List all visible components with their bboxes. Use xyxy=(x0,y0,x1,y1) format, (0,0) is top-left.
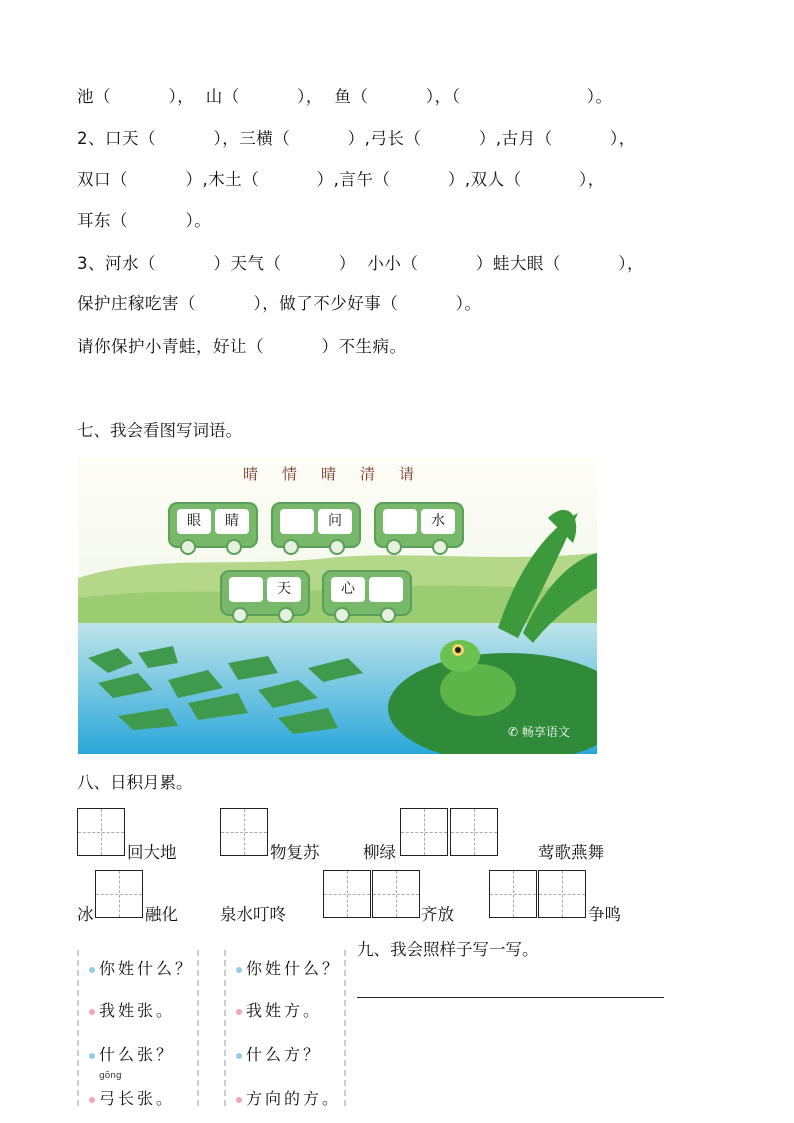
phrase-text: 莺歌燕舞 xyxy=(538,843,604,862)
cart-slot: 天 xyxy=(267,577,301,602)
word-cart-4 xyxy=(220,570,310,616)
wheel-icon xyxy=(232,607,248,623)
card-text: 什么张？ xyxy=(99,1045,176,1064)
phrase-text: 齐放 xyxy=(421,905,454,924)
card-line xyxy=(236,956,341,979)
card-text: 你姓什么？ xyxy=(246,959,342,978)
card-text: 我姓方。 xyxy=(246,1001,323,1020)
cart-slot: 眼 xyxy=(177,509,211,534)
bullet-dot-icon xyxy=(89,1097,95,1103)
cart-slot-blank[interactable] xyxy=(280,509,314,534)
word-cart-1 xyxy=(168,502,258,548)
tianzige-box[interactable] xyxy=(450,808,498,856)
card-text: 什么方？ xyxy=(246,1045,323,1064)
phrase-text: 融化 xyxy=(145,905,178,924)
char-choice-row xyxy=(232,463,427,484)
wheel-icon xyxy=(226,539,242,555)
card-text: 方向的方。 xyxy=(246,1089,342,1108)
bullet-dot-icon xyxy=(236,1053,242,1059)
phrase-text: 冰 xyxy=(77,905,94,924)
cart-slot: 睛 xyxy=(215,509,249,534)
card-text: 你姓什么？ xyxy=(99,959,195,978)
tianzige-box[interactable] xyxy=(323,870,371,918)
fill-line-4: 耳东（ ）。 xyxy=(77,211,212,230)
card-line xyxy=(89,956,194,979)
tianzige-box[interactable] xyxy=(400,808,448,856)
tianzige-box[interactable] xyxy=(77,808,125,856)
cart-slot-blank[interactable] xyxy=(229,577,263,602)
wheel-icon xyxy=(334,607,350,623)
bullet-dot-icon xyxy=(236,1009,242,1015)
card-text: 弓长张。 xyxy=(99,1089,176,1108)
bullet-dot-icon xyxy=(89,967,95,973)
tianzige-box[interactable] xyxy=(95,870,143,918)
fill-line-6: 保护庄稼吃害（ ），做了不少好事（ ）。 xyxy=(77,294,482,313)
card-line xyxy=(236,1042,322,1065)
fill-line-2: 2、口天（ ），三横（ ）,弓长（ ）,古月（ ）， xyxy=(77,129,636,148)
pinyin-annotation: gōng xyxy=(99,1071,122,1081)
cart-slot-blank[interactable] xyxy=(369,577,403,602)
bullet-dot-icon xyxy=(236,967,242,973)
wechat-icon: ✆ xyxy=(508,725,522,739)
phrase-text: 柳绿 xyxy=(363,843,396,862)
answer-line[interactable] xyxy=(357,997,664,998)
fill-line-5: 3、河水（ ）天气（ ） 小小（ ）蛙大眼（ ）， xyxy=(77,254,645,273)
phrase-text: 争鸣 xyxy=(588,905,621,924)
word-cart-5 xyxy=(322,570,412,616)
card-line xyxy=(236,998,322,1021)
wheel-icon xyxy=(380,607,396,623)
tianzige-box[interactable] xyxy=(489,870,537,918)
char-option: 清 xyxy=(359,465,377,483)
example-card-2 xyxy=(224,950,346,1106)
bullet-dot-icon xyxy=(89,1053,95,1059)
tianzige-box[interactable] xyxy=(372,870,420,918)
card-line xyxy=(89,1042,175,1065)
card-line xyxy=(89,1086,175,1109)
card-line xyxy=(89,998,175,1021)
char-option: 晴 xyxy=(242,465,260,483)
wheel-icon xyxy=(278,607,294,623)
card-text: 我姓张。 xyxy=(99,1001,176,1020)
fill-line-7: 请你保护小青蛙，好让（ ）不生病。 xyxy=(77,337,407,356)
word-cart-2 xyxy=(271,502,361,548)
word-cart-3 xyxy=(374,502,464,548)
watermark xyxy=(508,723,570,740)
watermark-text: 畅享语文 xyxy=(521,725,570,739)
cart-slot: 水 xyxy=(421,509,455,534)
wheel-icon xyxy=(329,539,345,555)
fill-line-3: 双口（ ）,木土（ ）,言午（ ）,双人（ ）， xyxy=(77,170,605,189)
phrase-text: 回大地 xyxy=(127,843,177,862)
tianzige-box[interactable] xyxy=(220,808,268,856)
wheel-icon xyxy=(283,539,299,555)
bullet-dot-icon xyxy=(89,1009,95,1015)
example-card-1 xyxy=(77,950,199,1106)
char-option: 请 xyxy=(398,465,416,483)
cart-slot: 问 xyxy=(318,509,352,534)
section-8-heading: 八、日积月累。 xyxy=(77,773,193,792)
char-option: 情 xyxy=(281,465,299,483)
cart-slot-blank[interactable] xyxy=(383,509,417,534)
wheel-icon xyxy=(386,539,402,555)
section-9-heading: 九、我会照样子写一写。 xyxy=(357,940,539,959)
phrase-text: 泉水叮咚 xyxy=(220,905,286,924)
card-line xyxy=(236,1086,341,1109)
tianzige-box[interactable] xyxy=(538,870,586,918)
fill-line-1: 池（ ）， 山（ ）， 鱼（ ），（ ）。 xyxy=(77,87,613,106)
section-7-heading: 七、我会看图写词语。 xyxy=(77,421,242,440)
wheel-icon xyxy=(180,539,196,555)
cart-slot: 心 xyxy=(331,577,365,602)
wheel-icon xyxy=(432,539,448,555)
bullet-dot-icon xyxy=(236,1097,242,1103)
char-option: 晴 xyxy=(320,465,338,483)
phrase-text: 物复苏 xyxy=(270,843,320,862)
